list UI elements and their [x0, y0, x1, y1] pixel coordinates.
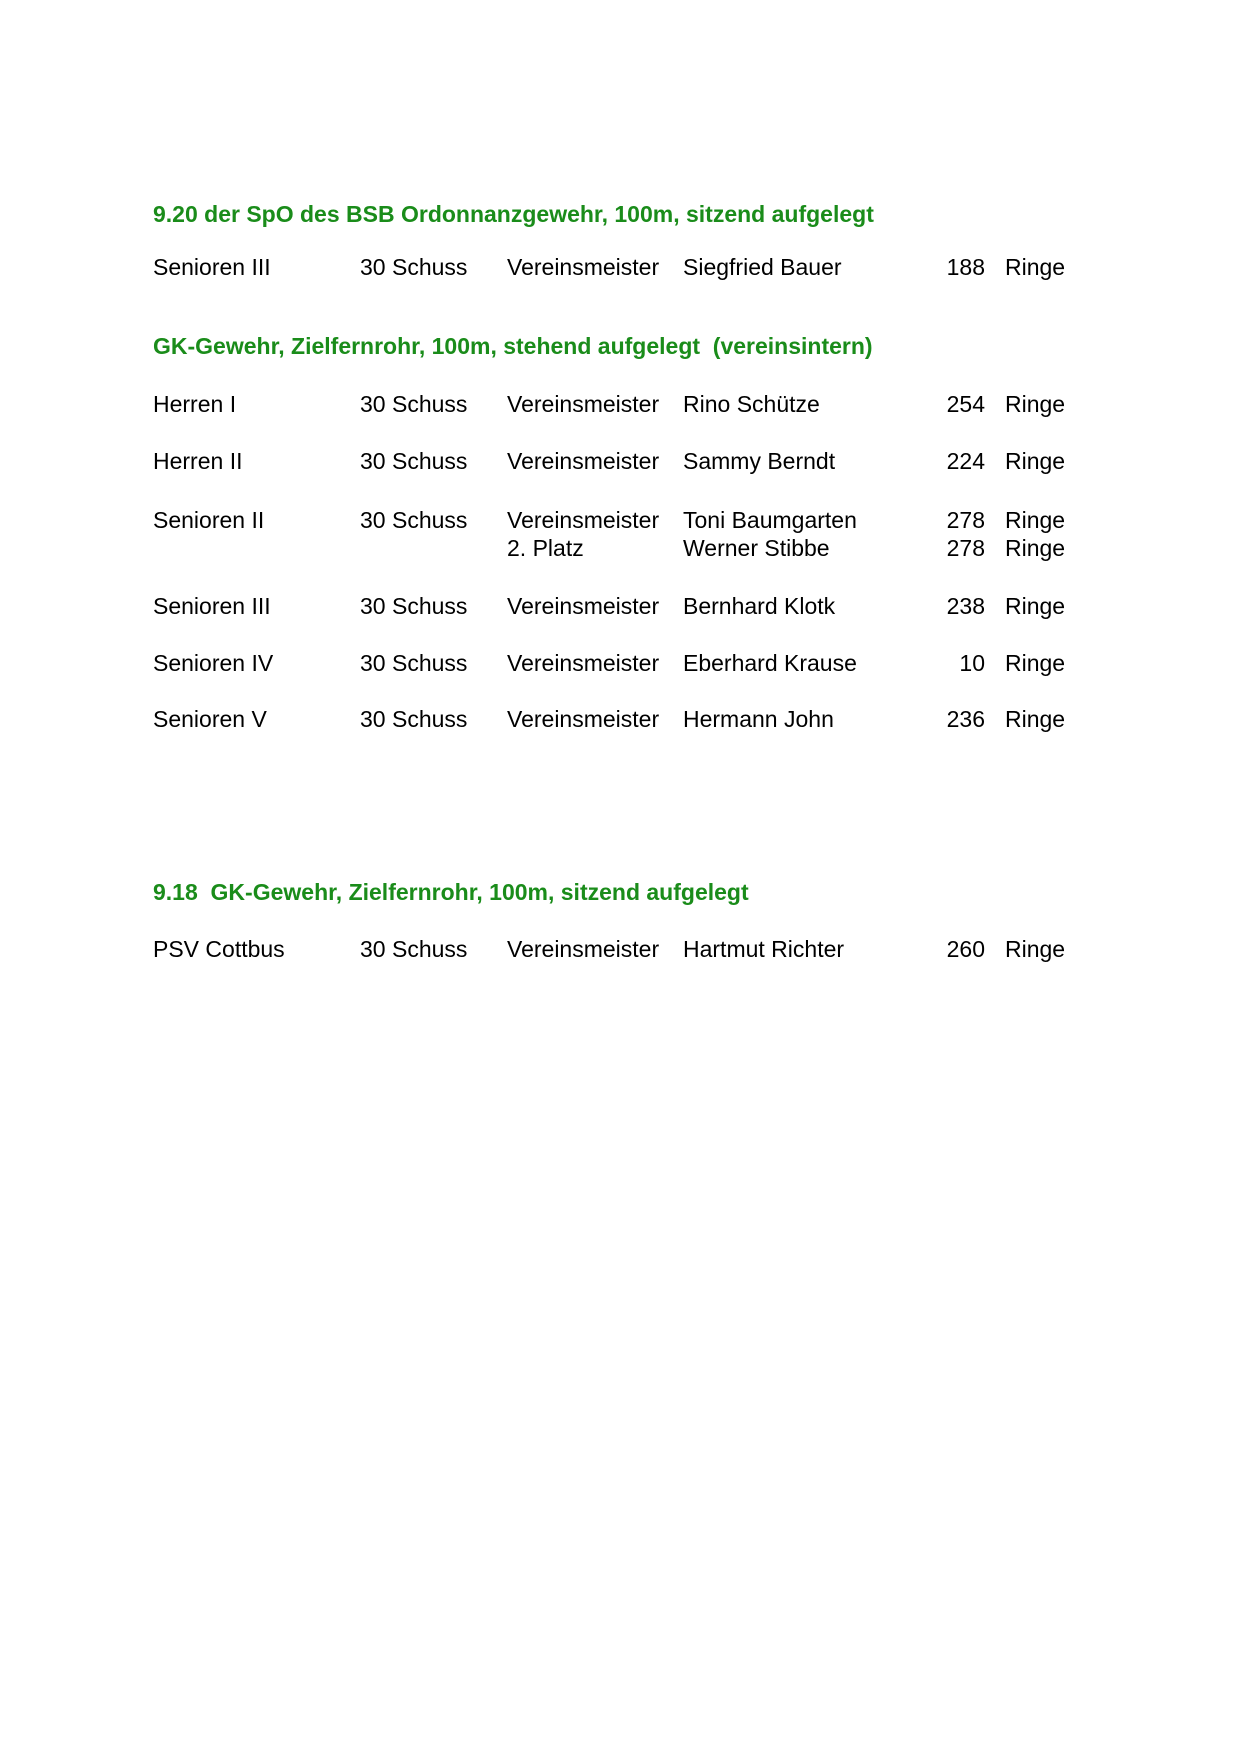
shooter-name: Sammy Berndt	[683, 448, 836, 474]
shots-label: 30 Schuss	[360, 650, 468, 676]
shooter-name: Hartmut Richter	[683, 936, 845, 962]
shots-label: 30 Schuss	[360, 936, 468, 962]
shooter-name: Eberhard Krause	[683, 650, 857, 676]
rank-label: Vereinsmeister	[507, 593, 660, 619]
rank-label: Vereinsmeister	[507, 254, 660, 280]
shots-label: 30 Schuss	[360, 391, 468, 417]
score-value: 254	[946, 391, 985, 417]
score-unit: Ringe	[1005, 535, 1066, 561]
rank-label: Vereinsmeister	[507, 507, 660, 533]
class-label: PSV Cottbus	[153, 936, 285, 962]
class-label: Senioren II	[153, 507, 265, 533]
result-row	[0, 505, 1240, 535]
shooter-name: Siegfried Bauer	[683, 254, 842, 280]
shots-label: 30 Schuss	[360, 448, 468, 474]
class-label: Herren I	[153, 391, 237, 417]
rank-label: Vereinsmeister	[507, 391, 660, 417]
score-value: 236	[946, 706, 985, 732]
shots-label: 30 Schuss	[360, 254, 468, 280]
rank-label: Vereinsmeister	[507, 650, 660, 676]
section-title-gk-stehend: GK-Gewehr, Zielfernrohr, 100m, stehend aufgelegt (vereinsintern)	[153, 333, 873, 359]
result-row	[0, 389, 1240, 419]
rank-label: 2. Platz	[507, 535, 584, 561]
shooter-name: Hermann John	[683, 706, 834, 732]
section-title-ordonnanzgewehr: 9.20 der SpO des BSB Ordonnanzgewehr, 100m, sitzend aufgelegt	[153, 201, 874, 227]
shooter-name: Toni Baumgarten	[683, 507, 857, 533]
result-row	[0, 252, 1240, 282]
score-value: 278	[946, 535, 985, 561]
rank-label: Vereinsmeister	[507, 936, 660, 962]
score-unit: Ringe	[1005, 936, 1066, 962]
score-value: 260	[946, 936, 985, 962]
result-row	[0, 533, 1240, 563]
class-label: Senioren III	[153, 593, 271, 619]
result-row	[0, 648, 1240, 678]
score-unit: Ringe	[1005, 391, 1066, 417]
class-label: Senioren IV	[153, 650, 274, 676]
score-unit: Ringe	[1005, 593, 1066, 619]
rank-label: Vereinsmeister	[507, 706, 660, 732]
class-label: Senioren III	[153, 254, 271, 280]
class-label: Senioren V	[153, 706, 267, 732]
shots-label: 30 Schuss	[360, 706, 468, 732]
score-unit: Ringe	[1005, 507, 1066, 533]
score-value: 224	[946, 448, 985, 474]
shooter-name: Bernhard Klotk	[683, 593, 836, 619]
shots-label: 30 Schuss	[360, 593, 468, 619]
rank-label: Vereinsmeister	[507, 448, 660, 474]
score-value: 238	[946, 593, 985, 619]
shooter-name: Rino Schütze	[683, 391, 820, 417]
result-row	[0, 704, 1240, 734]
class-label: Herren II	[153, 448, 243, 474]
score-unit: Ringe	[1005, 650, 1066, 676]
score-value: 10	[959, 650, 985, 676]
section-title-gk-sitzend: 9.18 GK-Gewehr, Zielfernrohr, 100m, sitzend aufgelegt	[153, 879, 749, 905]
result-row	[0, 591, 1240, 621]
score-unit: Ringe	[1005, 448, 1066, 474]
shooter-name: Werner Stibbe	[683, 535, 830, 561]
shots-label: 30 Schuss	[360, 507, 468, 533]
score-value: 188	[946, 254, 985, 280]
score-unit: Ringe	[1005, 706, 1066, 732]
score-unit: Ringe	[1005, 254, 1066, 280]
result-row	[0, 446, 1240, 476]
result-row	[0, 934, 1240, 964]
score-value: 278	[946, 507, 985, 533]
